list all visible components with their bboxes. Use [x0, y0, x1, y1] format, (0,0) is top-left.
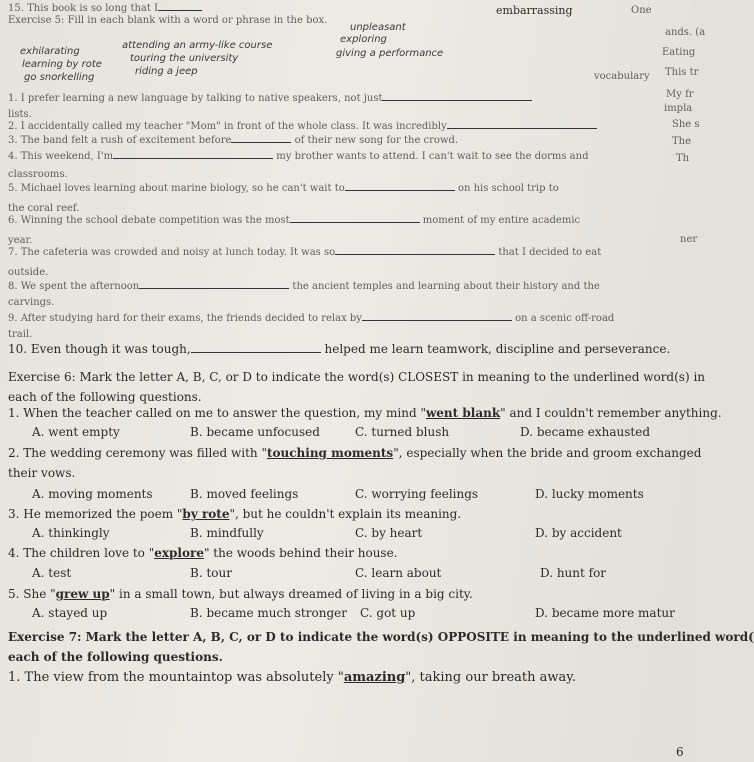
ex6-question-5: 5. She "grew up" in a small town, but always dreamed of living in a big city. [8, 587, 473, 601]
ex6-question-2-cont: their vows. [8, 466, 76, 480]
ex5-sentence-1: 1. I prefer learning a new language by talking to native speakers, not just [8, 92, 532, 106]
ex5-sentence-6-cont: year. [8, 235, 33, 246]
ex5-sentence-10: 10. Even though it was tough, helped me learn teamwork, discipline and perseverance. [8, 342, 671, 356]
ex6-question-3: 3. He memorized the poem "by rote", but he couldn't explain its meaning. [8, 507, 462, 521]
margin-fragment-ner: ner [680, 234, 698, 245]
ex6-q4-option-d[interactable]: D. hunt for [540, 566, 607, 580]
ex6-q2-option-a[interactable]: A. moving moments [32, 487, 153, 501]
ex6-q4-option-c[interactable]: C. learn about [355, 566, 442, 580]
ex6-q2-option-c[interactable]: C. worrying feelings [355, 487, 479, 501]
ex5-sentence-7: 7. The cafeteria was crowded and noisy at lunch today. It was so that I decided to eat [8, 247, 602, 258]
ex6-q3-option-b[interactable]: B. mindfully [190, 526, 264, 540]
ex6-q3-option-c[interactable]: C. by heart [355, 526, 423, 540]
ex6-title-cont: each of the following questions. [8, 390, 202, 404]
ex6-q5-option-d[interactable]: D. became more matur [535, 606, 675, 620]
ex6-q5-option-a[interactable]: A. stayed up [32, 606, 108, 620]
ex5-sentence-6: 6. Winning the school debate competition was the most moment of my entire academic [8, 215, 581, 226]
ex5-sentence-8-cont: carvings. [8, 297, 55, 308]
word-box-item: go snorkelling [24, 72, 95, 83]
page-number: 6 [676, 745, 684, 759]
word-box-item: exhilarating [20, 46, 80, 57]
margin-fragment-this-tr: This tr [665, 67, 699, 78]
ex6-q1-option-d[interactable]: D. became exhausted [520, 425, 651, 439]
ex5-sentence-4: 4. This weekend, I'm my brother wants to attend. I can't wait to see the dorms and [8, 151, 589, 162]
margin-fragment-ands: ands. (a [665, 27, 706, 38]
margin-word-vocabulary: vocabulary [594, 71, 650, 82]
ex7-title-cont: each of the following questions. [8, 650, 223, 664]
margin-word-embarrassing: embarrassing [496, 4, 573, 17]
ex6-q5-option-b[interactable]: B. became much stronger [190, 606, 347, 620]
ex6-title: Exercise 6: Mark the letter A, B, C, or D to indicate the word(s) CLOSEST in meaning to the underlined word(s) in [8, 370, 706, 384]
ex6-q1-option-c[interactable]: C. turned blush [355, 425, 450, 439]
ex7-title: Exercise 7: Mark the letter A, B, C, or D to indicate the word(s) OPPOSITE in meaning to the underlined word( [8, 630, 754, 644]
margin-fragment-my-fr: My fr [666, 89, 694, 100]
ex6-question-1: 1. When the teacher called on me to answer the question, my mind "went blank" and I couldn't remember anything. [8, 406, 722, 420]
ex6-q4-option-b[interactable]: B. tour [190, 566, 232, 580]
ex5-sentence-5-cont: the coral reef. [8, 203, 80, 214]
ex5-sentence-9: 9. After studying hard for their exams, the friends decided to relax by on a scenic off-road [8, 313, 615, 324]
exercise-5-instruction: Exercise 5: Fill in each blank with a word or phrase in the box. [8, 15, 328, 26]
margin-fragment-impla: impla [664, 103, 693, 114]
margin-fragment-the: The [672, 136, 692, 147]
ex5-sentence-8: 8. We spent the afternoon the ancient temples and learning about their history and the [8, 281, 600, 292]
ex6-q3-option-a[interactable]: A. thinkingly [32, 526, 110, 540]
ex5-sentence-5: 5. Michael loves learning about marine biology, so he can't wait to on his school trip to [8, 183, 559, 194]
ex6-q1-option-b[interactable]: B. became unfocused [190, 425, 320, 439]
word-box-item: unpleasant [350, 22, 406, 33]
ex6-q5-option-c[interactable]: C. got up [360, 606, 416, 620]
ex5-sentence-4-cont: classrooms. [8, 169, 68, 180]
ex6-question-4: 4. The children love to "explore" the woods behind their house. [8, 546, 398, 560]
word-box-item: riding a jeep [135, 66, 198, 77]
ex7-question-1: 1. The view from the mountaintop was absolutely "amazing", taking our breath away. [8, 670, 577, 685]
word-box-item: touring the university [130, 53, 239, 64]
ex6-q3-option-d[interactable]: D. by accident [535, 526, 622, 540]
ex5-sentence-2: 2. I accidentally called my teacher "Mom" in front of the whole class. It was incredibly [8, 120, 597, 134]
ex5-sentence-7-cont: outside. [8, 267, 49, 278]
ex5-sentence-3: 3. The band felt a rush of excitement before of their new song for the crowd. [8, 135, 459, 146]
margin-fragment-she-s: She s [672, 119, 700, 130]
ex6-q1-option-a[interactable]: A. went empty [32, 425, 120, 439]
word-box-item: attending an army-like course [122, 40, 273, 51]
ex6-q2-option-b[interactable]: B. moved feelings [190, 487, 299, 501]
word-box-item: giving a performance [336, 48, 444, 59]
word-box-item: learning by rote [22, 59, 102, 70]
ex5-sentence-9-cont: trail. [8, 329, 33, 340]
exercise-15-fragment: 15. This book is so long that I [8, 2, 202, 16]
ex5-sentence-1-cont: lists. [8, 109, 32, 120]
margin-fragment-eating: Eating [662, 47, 696, 58]
ex6-question-2: 2. The wedding ceremony was filled with "touching moments", especially when the bride and groom exchanged [8, 446, 702, 460]
ex6-q2-option-d[interactable]: D. lucky moments [535, 487, 644, 501]
ex6-q4-option-a[interactable]: A. test [32, 566, 72, 580]
margin-fragment-one: One [631, 5, 652, 16]
margin-fragment-th: Th [676, 153, 690, 164]
word-box-item: exploring [340, 34, 387, 45]
